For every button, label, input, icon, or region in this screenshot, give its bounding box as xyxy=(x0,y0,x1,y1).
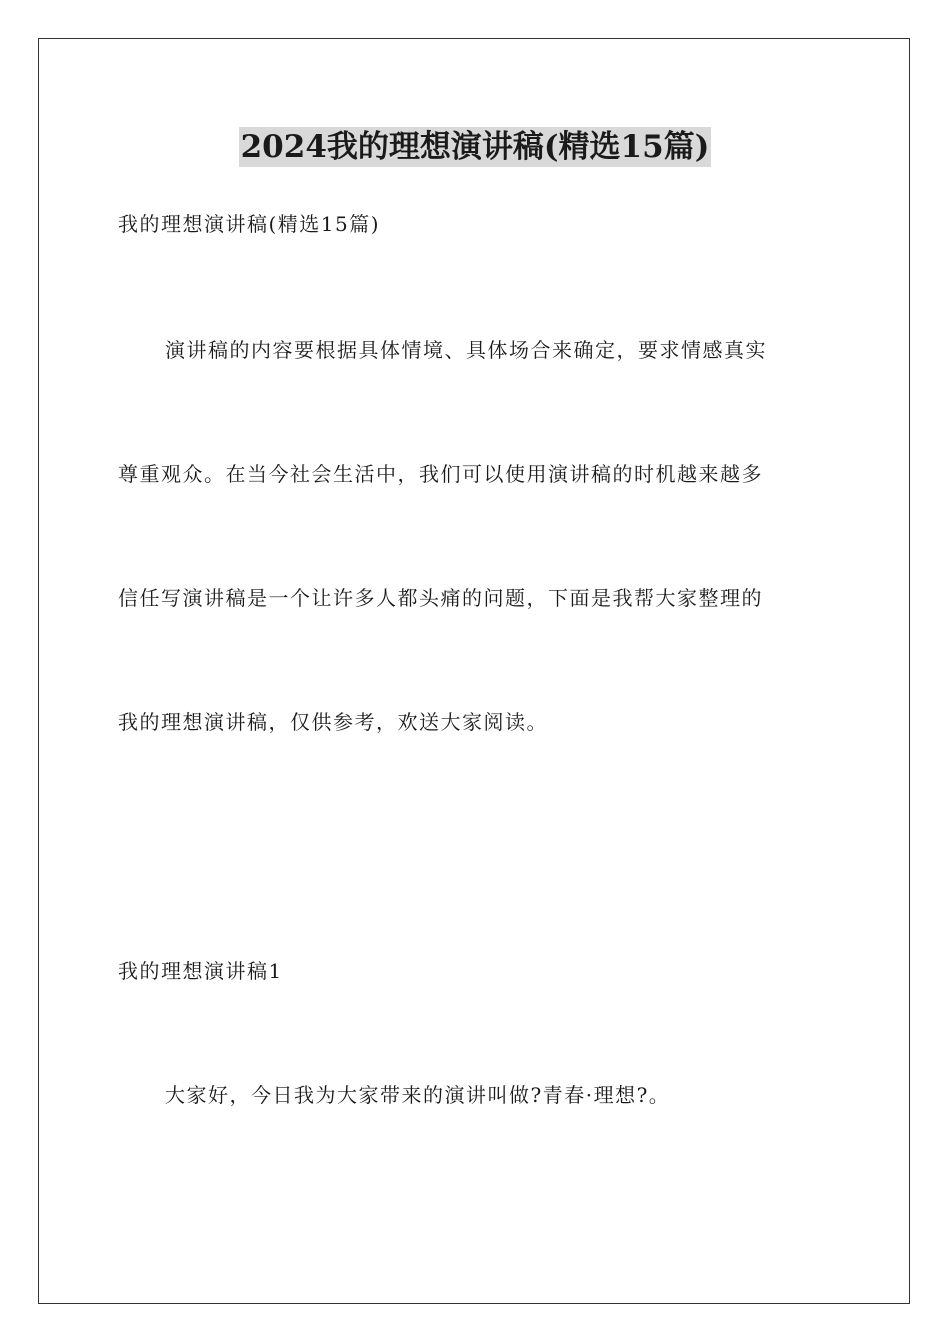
document-subtitle: 我的理想演讲稿(精选15篇) xyxy=(118,212,381,236)
document-title: 2024我的理想演讲稿(精选15篇) xyxy=(240,129,710,165)
title-wrapper xyxy=(0,127,950,167)
intro-line-4: 我的理想演讲稿，仅供参考，欢送大家阅读。 xyxy=(118,710,548,734)
section-heading: 我的理想演讲稿1 xyxy=(118,959,283,983)
intro-line-2: 尊重观众。在当今社会生活中，我们可以使用演讲稿的时机越来越多 xyxy=(118,462,763,486)
intro-line-1: 演讲稿的内容要根据具体情境、具体场合来确定，要求情感真实 xyxy=(165,338,767,362)
section-line-1: 大家好，今日我为大家带来的演讲叫做?青春·理想?。 xyxy=(165,1083,671,1107)
intro-line-3: 信任写演讲稿是一个让许多人都头痛的问题，下面是我帮大家整理的 xyxy=(118,586,763,610)
